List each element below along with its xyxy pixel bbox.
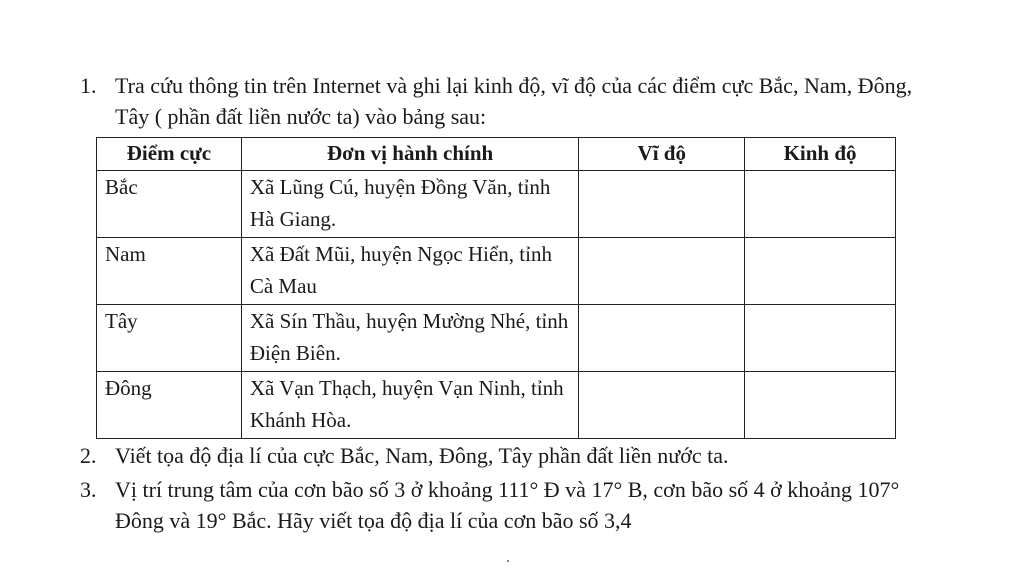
cell-admin-unit: Xã Vạn Thạch, huyện Vạn Ninh, tỉnh Khánh Hòa. [241, 372, 579, 439]
cell-longitude [745, 238, 896, 305]
question-1-text: Tra cứu thông tin trên Internet và ghi lại kinh độ, vĩ độ của các điểm cực Bắc, Nam, Đông, Tây ( phần đất liền nước ta) vào bảng sau: [115, 73, 913, 129]
extreme-points-table [96, 137, 896, 439]
cell-latitude [579, 238, 745, 305]
cell-latitude [579, 372, 745, 439]
cell-latitude [579, 305, 745, 372]
table-row [97, 372, 896, 439]
header-extreme-point: Điểm cực [97, 138, 242, 171]
cell-point: Bắc [97, 171, 242, 238]
question-1-number: 1. [80, 73, 97, 98]
cell-longitude [745, 305, 896, 372]
table-row [97, 238, 896, 305]
cell-admin-unit: Xã Sín Thầu, huyện Mường Nhé, tỉnh Điện Biên. [241, 305, 579, 372]
cell-point: Nam [97, 238, 242, 305]
question-3-text: Vị trí trung tâm của cơn bão số 3 ở khoảng 111° Đ và 17° B, cơn bão số 4 ở khoảng 107° Đông và 19° Bắc. Hãy viết tọa độ địa lí của cơn bão số 3,4 [115, 477, 900, 533]
cell-point: Đông [97, 372, 242, 439]
cell-admin-unit: Xã Đất Mũi, huyện Ngọc Hiển, tỉnh Cà Mau [241, 238, 579, 305]
cell-latitude [579, 171, 745, 238]
table-row [97, 171, 896, 238]
header-admin-unit: Đơn vị hành chính [241, 138, 579, 171]
question-3-number: 3. [80, 477, 97, 502]
cell-point: Tây [97, 305, 242, 372]
cell-admin-unit: Xã Lũng Cú, huyện Đồng Văn, tỉnh Hà Giang. [241, 171, 579, 238]
question-2-text: Viết tọa độ địa lí của cực Bắc, Nam, Đông, Tây phần đất liền nước ta. [115, 443, 729, 468]
table-header-row [97, 138, 896, 171]
stray-dot [507, 560, 509, 562]
cell-longitude [745, 372, 896, 439]
question-2-number: 2. [80, 443, 97, 468]
table-row [97, 305, 896, 372]
cell-longitude [745, 171, 896, 238]
header-latitude: Vĩ độ [579, 138, 745, 171]
header-longitude: Kinh độ [745, 138, 896, 171]
